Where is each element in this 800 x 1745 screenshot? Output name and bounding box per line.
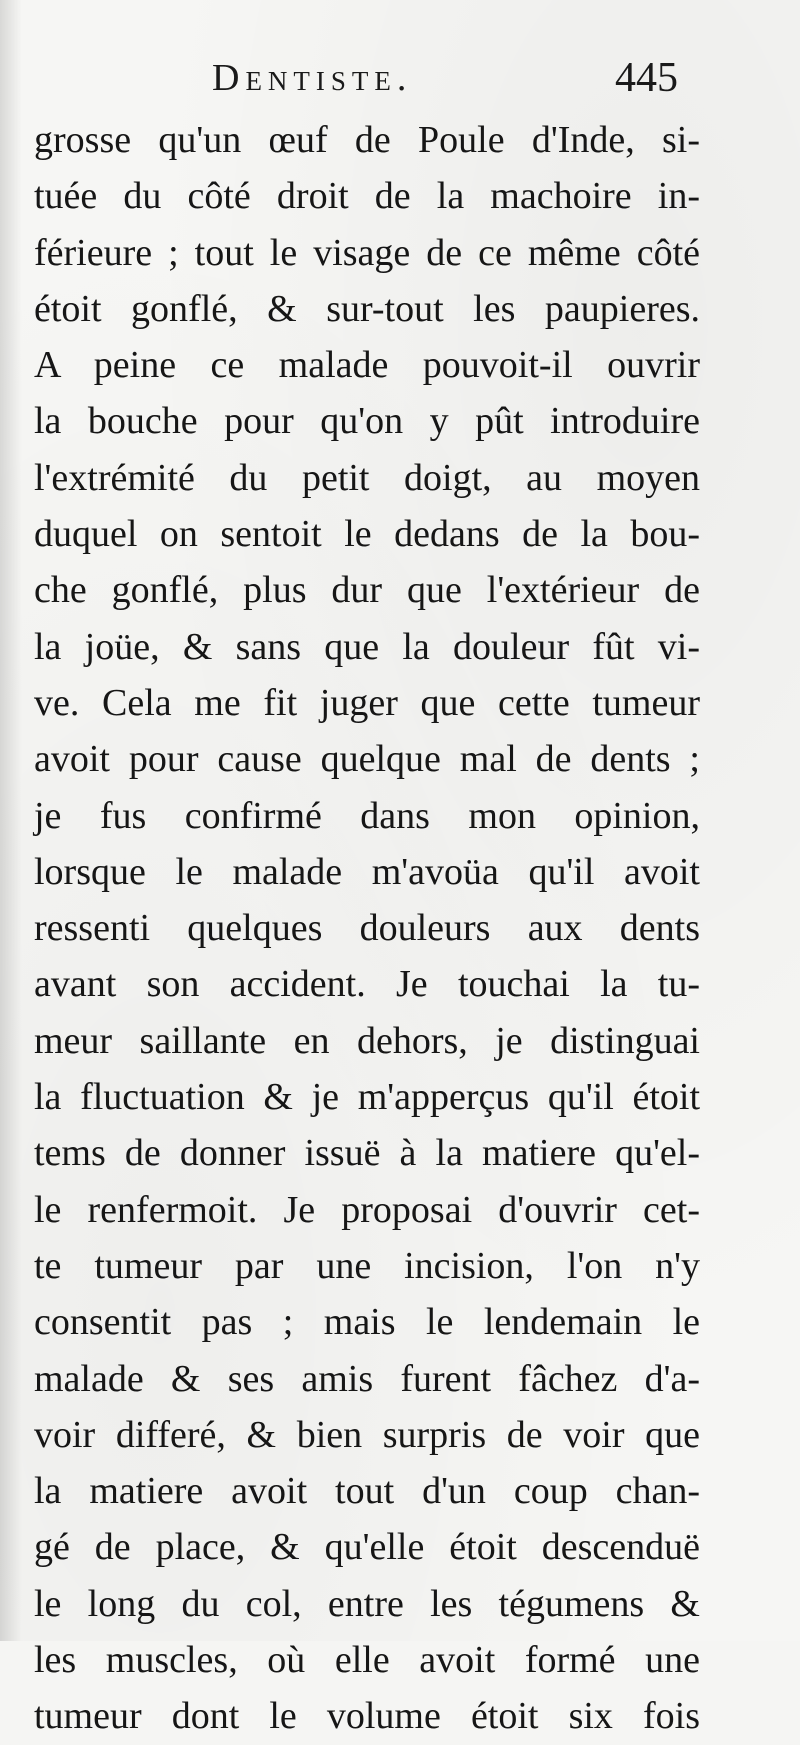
text-line: la matiere avoit tout d'un coup chan- <box>34 1470 700 1513</box>
text-line: grosse qu'un œuf de Poule d'Inde, si- <box>34 119 700 161</box>
text-line: le renfermoit. Je proposai d'ouvrir cet- <box>34 1188 700 1231</box>
text-line: lorsque le malade m'avoüa qu'il avoit <box>34 850 700 893</box>
text-line: avant son accident. Je touchai la tu- <box>34 963 700 1006</box>
text-line: ve. Cela me fit juger que cette tumeur <box>34 681 700 724</box>
text-line: A peine ce malade pouvoit-il ouvrir <box>34 344 700 387</box>
text-line: la joüe, & sans que la douleur fût vi- <box>34 625 700 668</box>
text-line: voir differé, & bien surpris de voir que <box>34 1413 700 1456</box>
text-line: ressenti quelques douleurs aux dents <box>34 907 700 950</box>
running-head: Dentiste. <box>212 57 413 99</box>
page-number: 445 <box>615 55 678 101</box>
text-line: l'extrémité du petit doigt, au moyen <box>34 456 700 499</box>
text-line: te tumeur par une incision, l'on n'y <box>34 1244 700 1287</box>
text-line: avoit pour cause quelque mal de dents ; <box>34 738 700 781</box>
text-line: malade & ses amis furent fâchez d'a- <box>34 1357 700 1400</box>
text-line: la bouche pour qu'on y pût introduire <box>34 400 700 443</box>
text-line: consentit pas ; mais le lendemain le <box>34 1301 700 1344</box>
text-line: tuée du côté droit de la machoire in- <box>34 175 700 218</box>
body-text <box>34 112 700 1745</box>
text-line: meur saillante en dehors, je distinguai <box>34 1019 700 1062</box>
text-line: tems de donner issuë à la matiere qu'el- <box>34 1132 700 1175</box>
text-line: étoit gonflé, & sur-tout les paupieres. <box>34 287 700 330</box>
text-line: le long du col, entre les tégumens & <box>34 1582 700 1625</box>
text-line: je fus confirmé dans mon opinion, <box>34 794 700 837</box>
text-line: gé de place, & qu'elle étoit descenduë <box>34 1526 700 1569</box>
text-line: tumeur dont le volume étoit six fois <box>34 1695 700 1738</box>
text-line: férieure ; tout le visage de ce même côté <box>34 231 700 274</box>
text-line: les muscles, où elle avoit formé une <box>34 1639 700 1682</box>
page-edge-shadow <box>0 0 22 1641</box>
text-line: che gonflé, plus dur que l'extérieur de <box>34 569 700 612</box>
text-line: la fluctuation & je m'apperçus qu'il étoit <box>34 1076 700 1119</box>
text-line: duquel on sentoit le dedans de la bou- <box>34 513 700 556</box>
